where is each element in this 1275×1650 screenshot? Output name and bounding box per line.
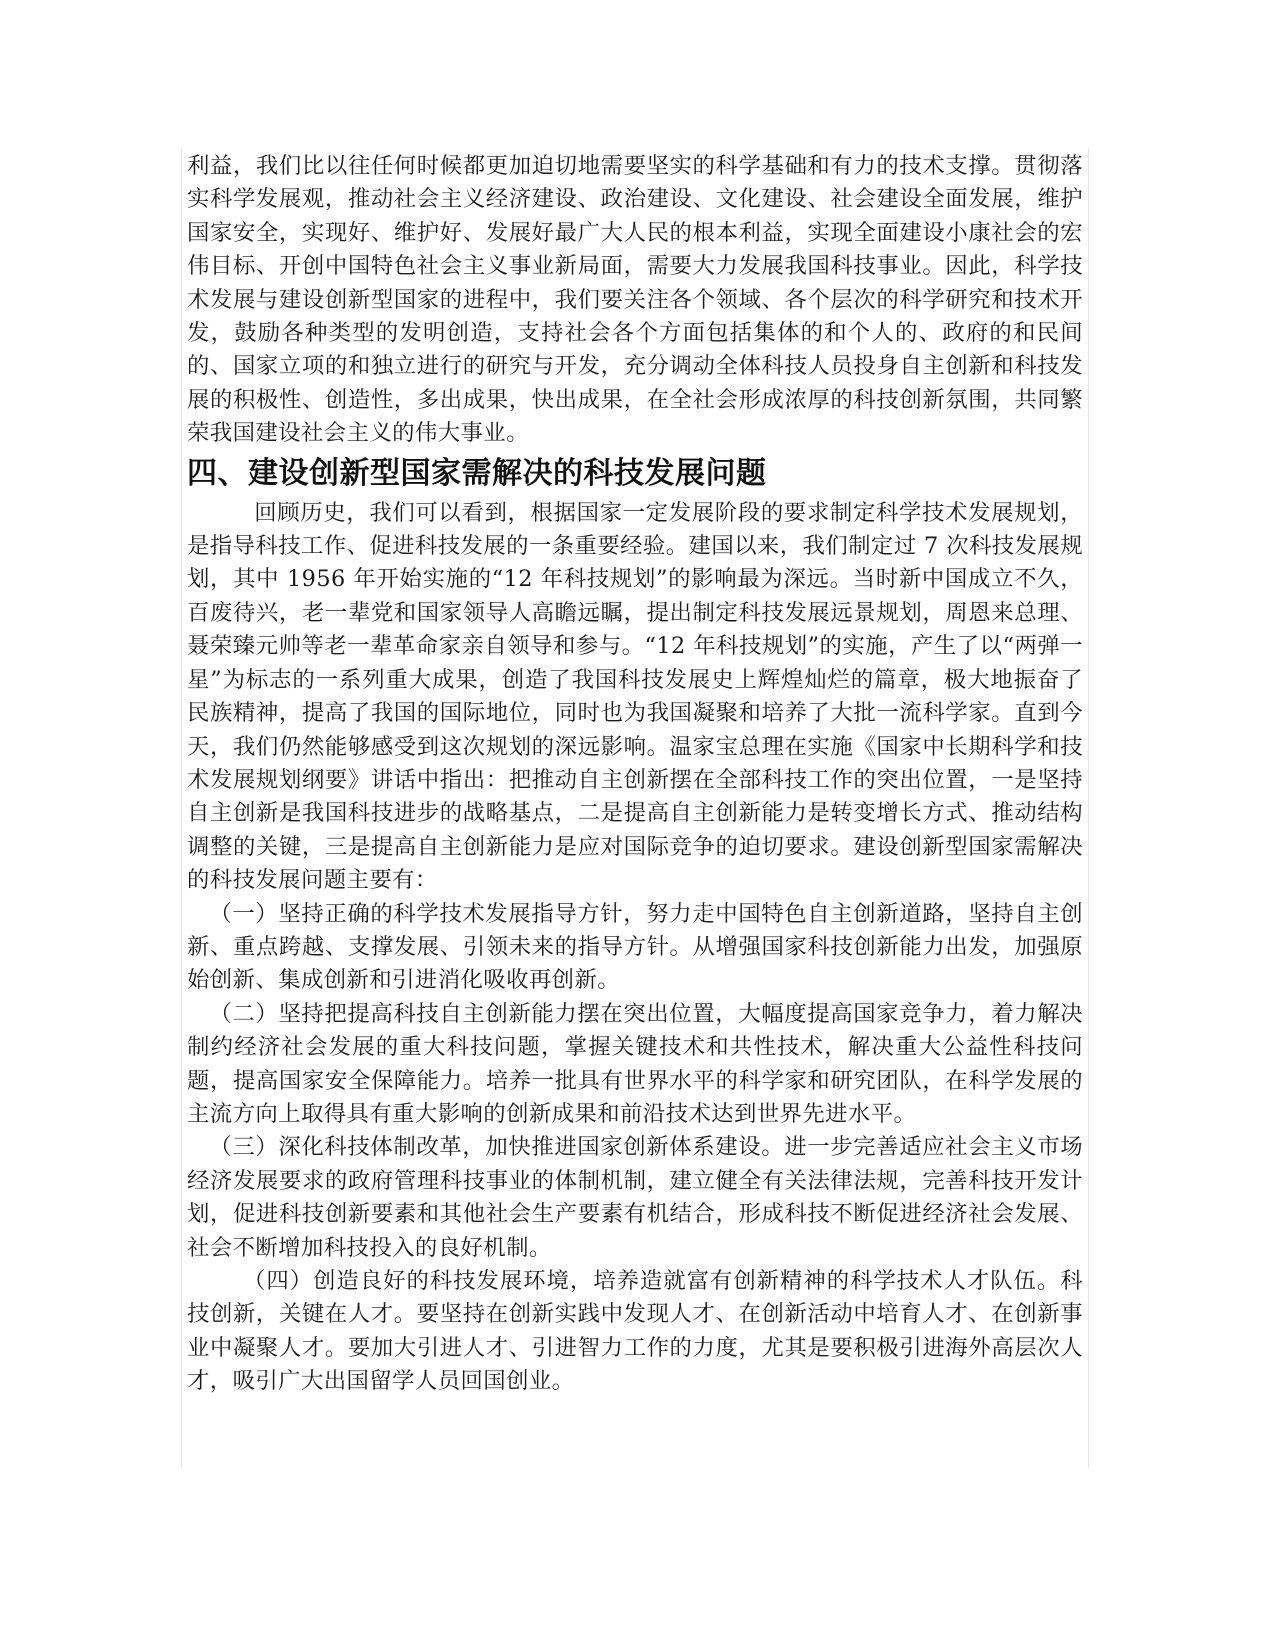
list-item-4: （四）创造良好的科技发展环境，培养造就富有创新精神的科学技术人才队伍。科技创新，关键在人才。要坚持在创新实践中发现人才、在创新活动中培育人才、在创新事业中凝聚人才。要加大引进人才、引进智力工作的力度，尤其是要积极引进海外高层次人才，吸引广大出国留学人员回国创业。: [187, 1268, 1083, 1395]
section-heading: 四、建设创新型国家需解决的科技发展问题: [187, 455, 767, 491]
list-item-1: （一）坚持正确的科学技术发展指导方针，努力走中国特色自主创新道路，坚持自主创新、重点跨越、支撑发展、引领未来的指导方针。从增强国家科技创新能力出发，加强原始创新、集成创新和引进消化吸收再创新。: [187, 900, 1083, 994]
document-body: [187, 150, 1083, 1399]
section-intro-paragraph: 回顾历史，我们可以看到，根据国家一定发展阶段的要求制定科学技术发展规划，是指导科技工作、促进科技发展的一条重要经验。建国以来，我们制定过 7 次科技发展规划，其中 1956 年开始实施的“12 年科技规划”的影响最为深远。当时新中国成立不久，百废待兴，老一辈党和国家领导人高瞻远瞩，提出制定科技发展远景规划，周恩来总理、聂荣臻元帅等老一辈革命家亲自领导和参与。“12 年科技规划”的实施，产生了以“两弹一星”为标志的一系列重大成果，创造了我国科技发展史上辉煌灿烂的篇章，极大地振奋了民族精神，提高了我国的国际地位，同时也为我国凝聚和培养了大批一流科学家。直到今天，我们仍然能够感受到这次规划的深远影响。温家宝总理在实施《国家中长期科学和技术发展规划纲要》讲话中指出：把推动自主创新摆在全部科技工作的突出位置，一是坚持自主创新是我国科技进步的战略基点，二是提高自主创新能力是转变增长方式、推动结构调整的关键，三是提高自主创新能力是应对国际竞争的迫切要求。建设创新型国家需解决的科技发展问题主要有：: [187, 499, 1083, 894]
list-item-3: （三）深化科技体制改革，加快推进国家创新体系建设。进一步完善适应社会主义市场经济发展要求的政府管理科技事业的体制机制，建立健全有关法律法规，完善科技开发计划，促进科技创新要素和其他社会生产要素有机结合，形成科技不断促进经济社会发展、社会不断增加科技投入的良好机制。: [187, 1134, 1083, 1261]
list-item-2: （二）坚持把提高科技自主创新能力摆在突出位置，大幅度提高国家竞争力，着力解决制约经济社会发展的重大科技问题，掌握关键技术和共性技术，解决重大公益性科技问题，提高国家安全保障能力。培养一批具有世界水平的科学家和研究团队，在科学发展的主流方向上取得具有重大影响的创新成果和前沿技术达到世界先进水平。: [187, 1000, 1083, 1127]
body-paragraph: 利益，我们比以往任何时候都更加迫切地需要坚实的科学基础和有力的技术支撑。贯彻落实科学发展观，推动社会主义经济建设、政治建设、文化建设、社会建设全面发展，维护国家安全，实现好、维护好、发展好最广大人民的根本利益，实现全面建设小康社会的宏伟目标、开创中国特色社会主义事业新局面，需要大力发展我国科技事业。因此，科学技术发展与建设创新型国家的进程中，我们要关注各个领域、各个层次的科学研究和技术开发，鼓励各种类型的发明创造，支持社会各个方面包括集体的和个人的、政府的和民间的、国家立项的和独立进行的研究与开发，充分调动全体科技人员投身自主创新和科技发展的积极性、创造性，多出成果，快出成果，在全社会形成浓厚的科技创新氛围，共同繁荣我国建设社会主义的伟大事业。: [187, 153, 1083, 447]
